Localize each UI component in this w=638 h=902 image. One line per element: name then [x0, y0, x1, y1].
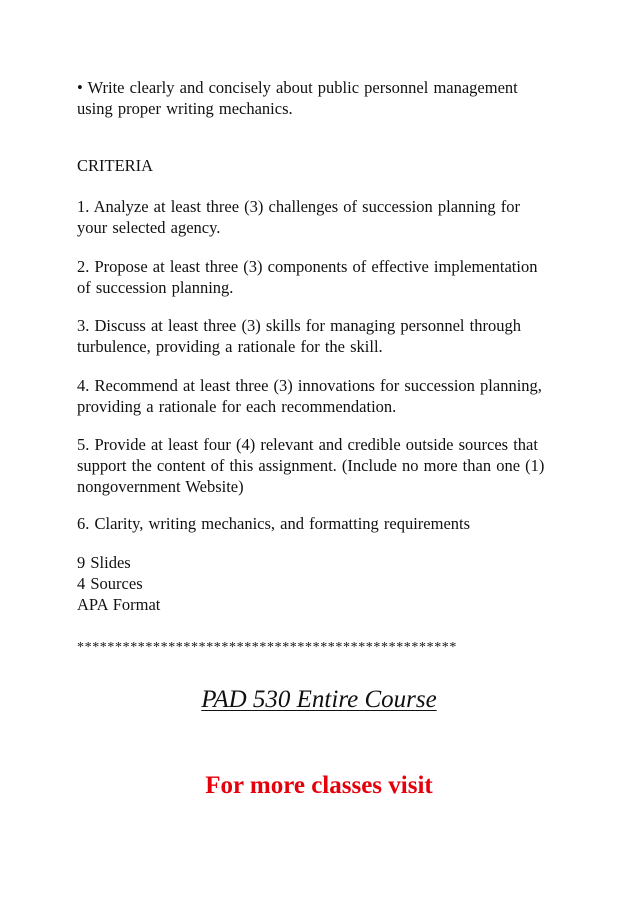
criterion-2-line-1: 2. Propose at least three (3) components of effective implementation — [77, 257, 538, 276]
criterion-1-line-2: your selected agency. — [77, 218, 221, 237]
criterion-6-line-1: 6. Clarity, writing mechanics, and formatting requirements — [77, 514, 471, 533]
intro-paragraph — [77, 77, 567, 119]
criterion-2-line-2: of succession planning. — [77, 278, 234, 297]
criterion-3 — [77, 315, 567, 357]
criterion-5-line-1: 5. Provide at least four (4) relevant and credible outside sources that — [77, 435, 538, 454]
criterion-5-line-3: nongovernment Website) — [77, 477, 244, 496]
criteria-heading: CRITERIA — [77, 156, 154, 175]
intro-line-2: using proper writing mechanics. — [77, 99, 293, 118]
criterion-5-line-2: support the content of this assignment. (Include no more than one (1) — [77, 456, 545, 475]
criterion-1-line-1: 1. Analyze at least three (3) challenges of succession planning for — [77, 197, 520, 216]
intro-line-1: • Write clearly and concisely about public personnel management — [77, 78, 518, 97]
requirements-list — [77, 552, 567, 615]
criterion-5 — [77, 434, 567, 497]
criterion-6 — [77, 513, 567, 534]
format-requirement: APA Format — [77, 595, 161, 614]
sources-requirement: 4 Sources — [77, 574, 143, 593]
course-title: PAD 530 Entire Course — [201, 686, 437, 713]
criterion-4-line-2: providing a rationale for each recommendation. — [77, 397, 397, 416]
criterion-4-line-1: 4. Recommend at least three (3) innovations for succession planning, — [77, 376, 542, 395]
criterion-3-line-2: turbulence, providing a rationale for the skill. — [77, 337, 383, 356]
asterisk-separator: ************************************************** — [77, 640, 457, 655]
criterion-3-line-1: 3. Discuss at least three (3) skills for managing personnel through — [77, 316, 521, 335]
criterion-1 — [77, 196, 567, 238]
visit-text: For more classes visit — [205, 772, 433, 799]
criterion-4 — [77, 375, 567, 417]
criterion-2 — [77, 256, 567, 298]
slides-requirement: 9 Slides — [77, 553, 131, 572]
